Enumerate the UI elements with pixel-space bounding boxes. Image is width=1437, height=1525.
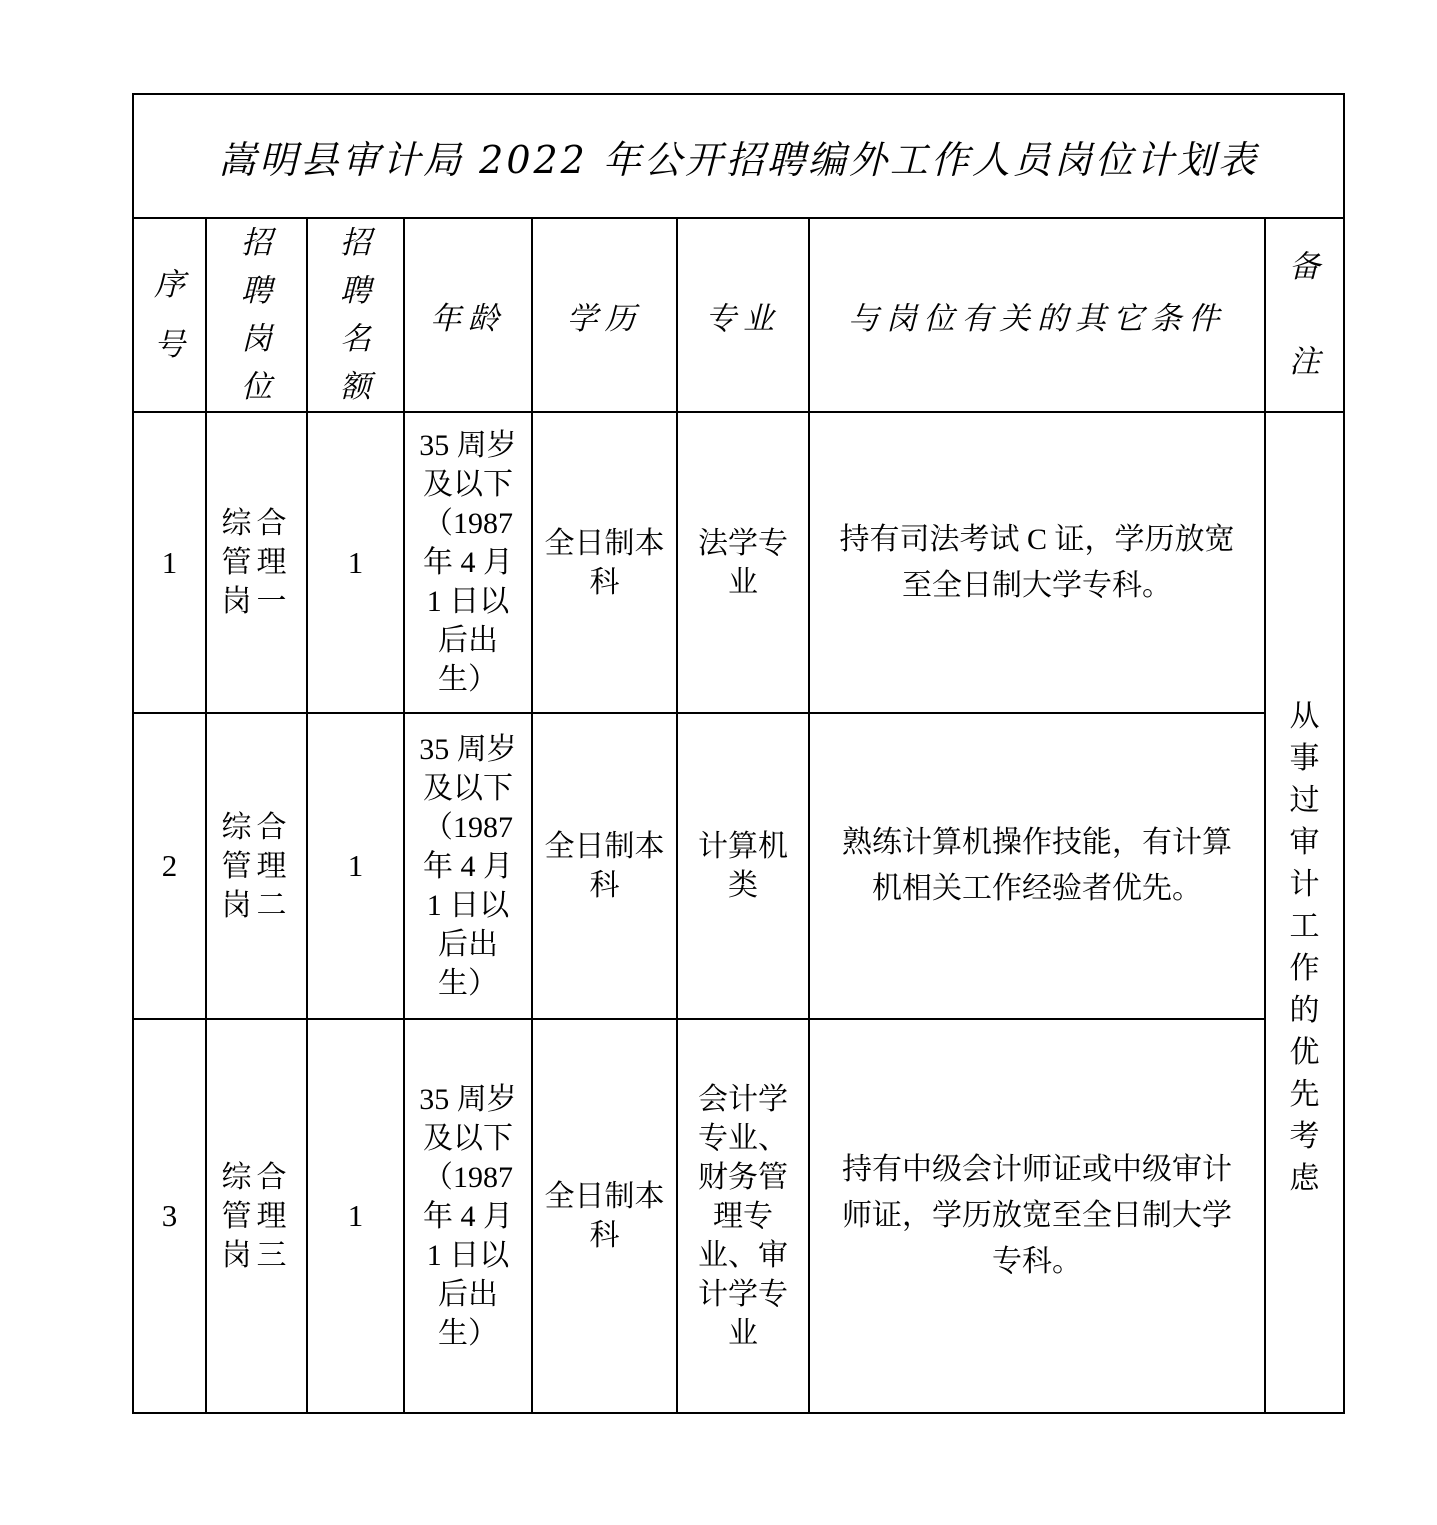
header-row [133, 218, 1344, 412]
row2-conditions: 熟练计算机操作技能，有计算机相关工作经验者优先。 [809, 713, 1265, 1019]
header-quota [307, 218, 404, 412]
row1-position: 综合管理岗一 [206, 412, 307, 713]
header-position [206, 218, 307, 412]
row3-no: 3 [133, 1019, 206, 1413]
header-no-label: 序号 [153, 267, 185, 363]
header-age: 年龄 [404, 218, 532, 412]
table-row [133, 713, 1344, 1019]
row2-position: 综合管理岗二 [206, 713, 307, 1019]
header-remark-label: 备注 [1288, 249, 1320, 380]
row1-no: 1 [133, 412, 206, 713]
row1-conditions: 持有司法考试 C 证，学历放宽至全日制大学专科。 [809, 412, 1265, 713]
row2-age: 35 周岁及以下（1987 年 4 月 1 日以后出生） [404, 713, 532, 1019]
header-major: 专业 [677, 218, 809, 412]
row2-quota: 1 [307, 713, 404, 1019]
row1-age: 35 周岁及以下（1987 年 4 月 1 日以后出生） [404, 412, 532, 713]
row3-quota: 1 [307, 1019, 404, 1413]
row3-major: 会计学专业、财务管理专业、审计学专业 [677, 1019, 809, 1413]
header-conditions: 与岗位有关的其它条件 [809, 218, 1265, 412]
row3-age: 35 周岁及以下（1987 年 4 月 1 日以后出生） [404, 1019, 532, 1413]
row3-education: 全日制本科 [532, 1019, 677, 1413]
row1-education: 全日制本科 [532, 412, 677, 713]
header-no [133, 218, 206, 412]
title-row [133, 94, 1344, 218]
header-quota-label: 招聘名额 [339, 225, 371, 405]
row2-no: 2 [133, 713, 206, 1019]
row2-education: 全日制本科 [532, 713, 677, 1019]
row2-major: 计算机类 [677, 713, 809, 1019]
header-position-label: 招聘岗位 [240, 225, 272, 405]
header-remark [1265, 218, 1344, 412]
row1-major: 法学专业 [677, 412, 809, 713]
table-row [133, 1019, 1344, 1413]
remark-text: 从事过审计工作的优先考虑 [1289, 699, 1320, 1195]
table-row [133, 412, 1344, 713]
row3-position: 综合管理岗三 [206, 1019, 307, 1413]
header-education: 学历 [532, 218, 677, 412]
remark-merged-cell [1265, 412, 1344, 1413]
recruitment-table [132, 93, 1345, 1414]
row1-quota: 1 [307, 412, 404, 713]
table-title: 嵩明县审计局 2022 年公开招聘编外工作人员岗位计划表 [133, 94, 1344, 218]
row3-conditions: 持有中级会计师证或中级审计师证，学历放宽至全日制大学专科。 [809, 1019, 1265, 1413]
